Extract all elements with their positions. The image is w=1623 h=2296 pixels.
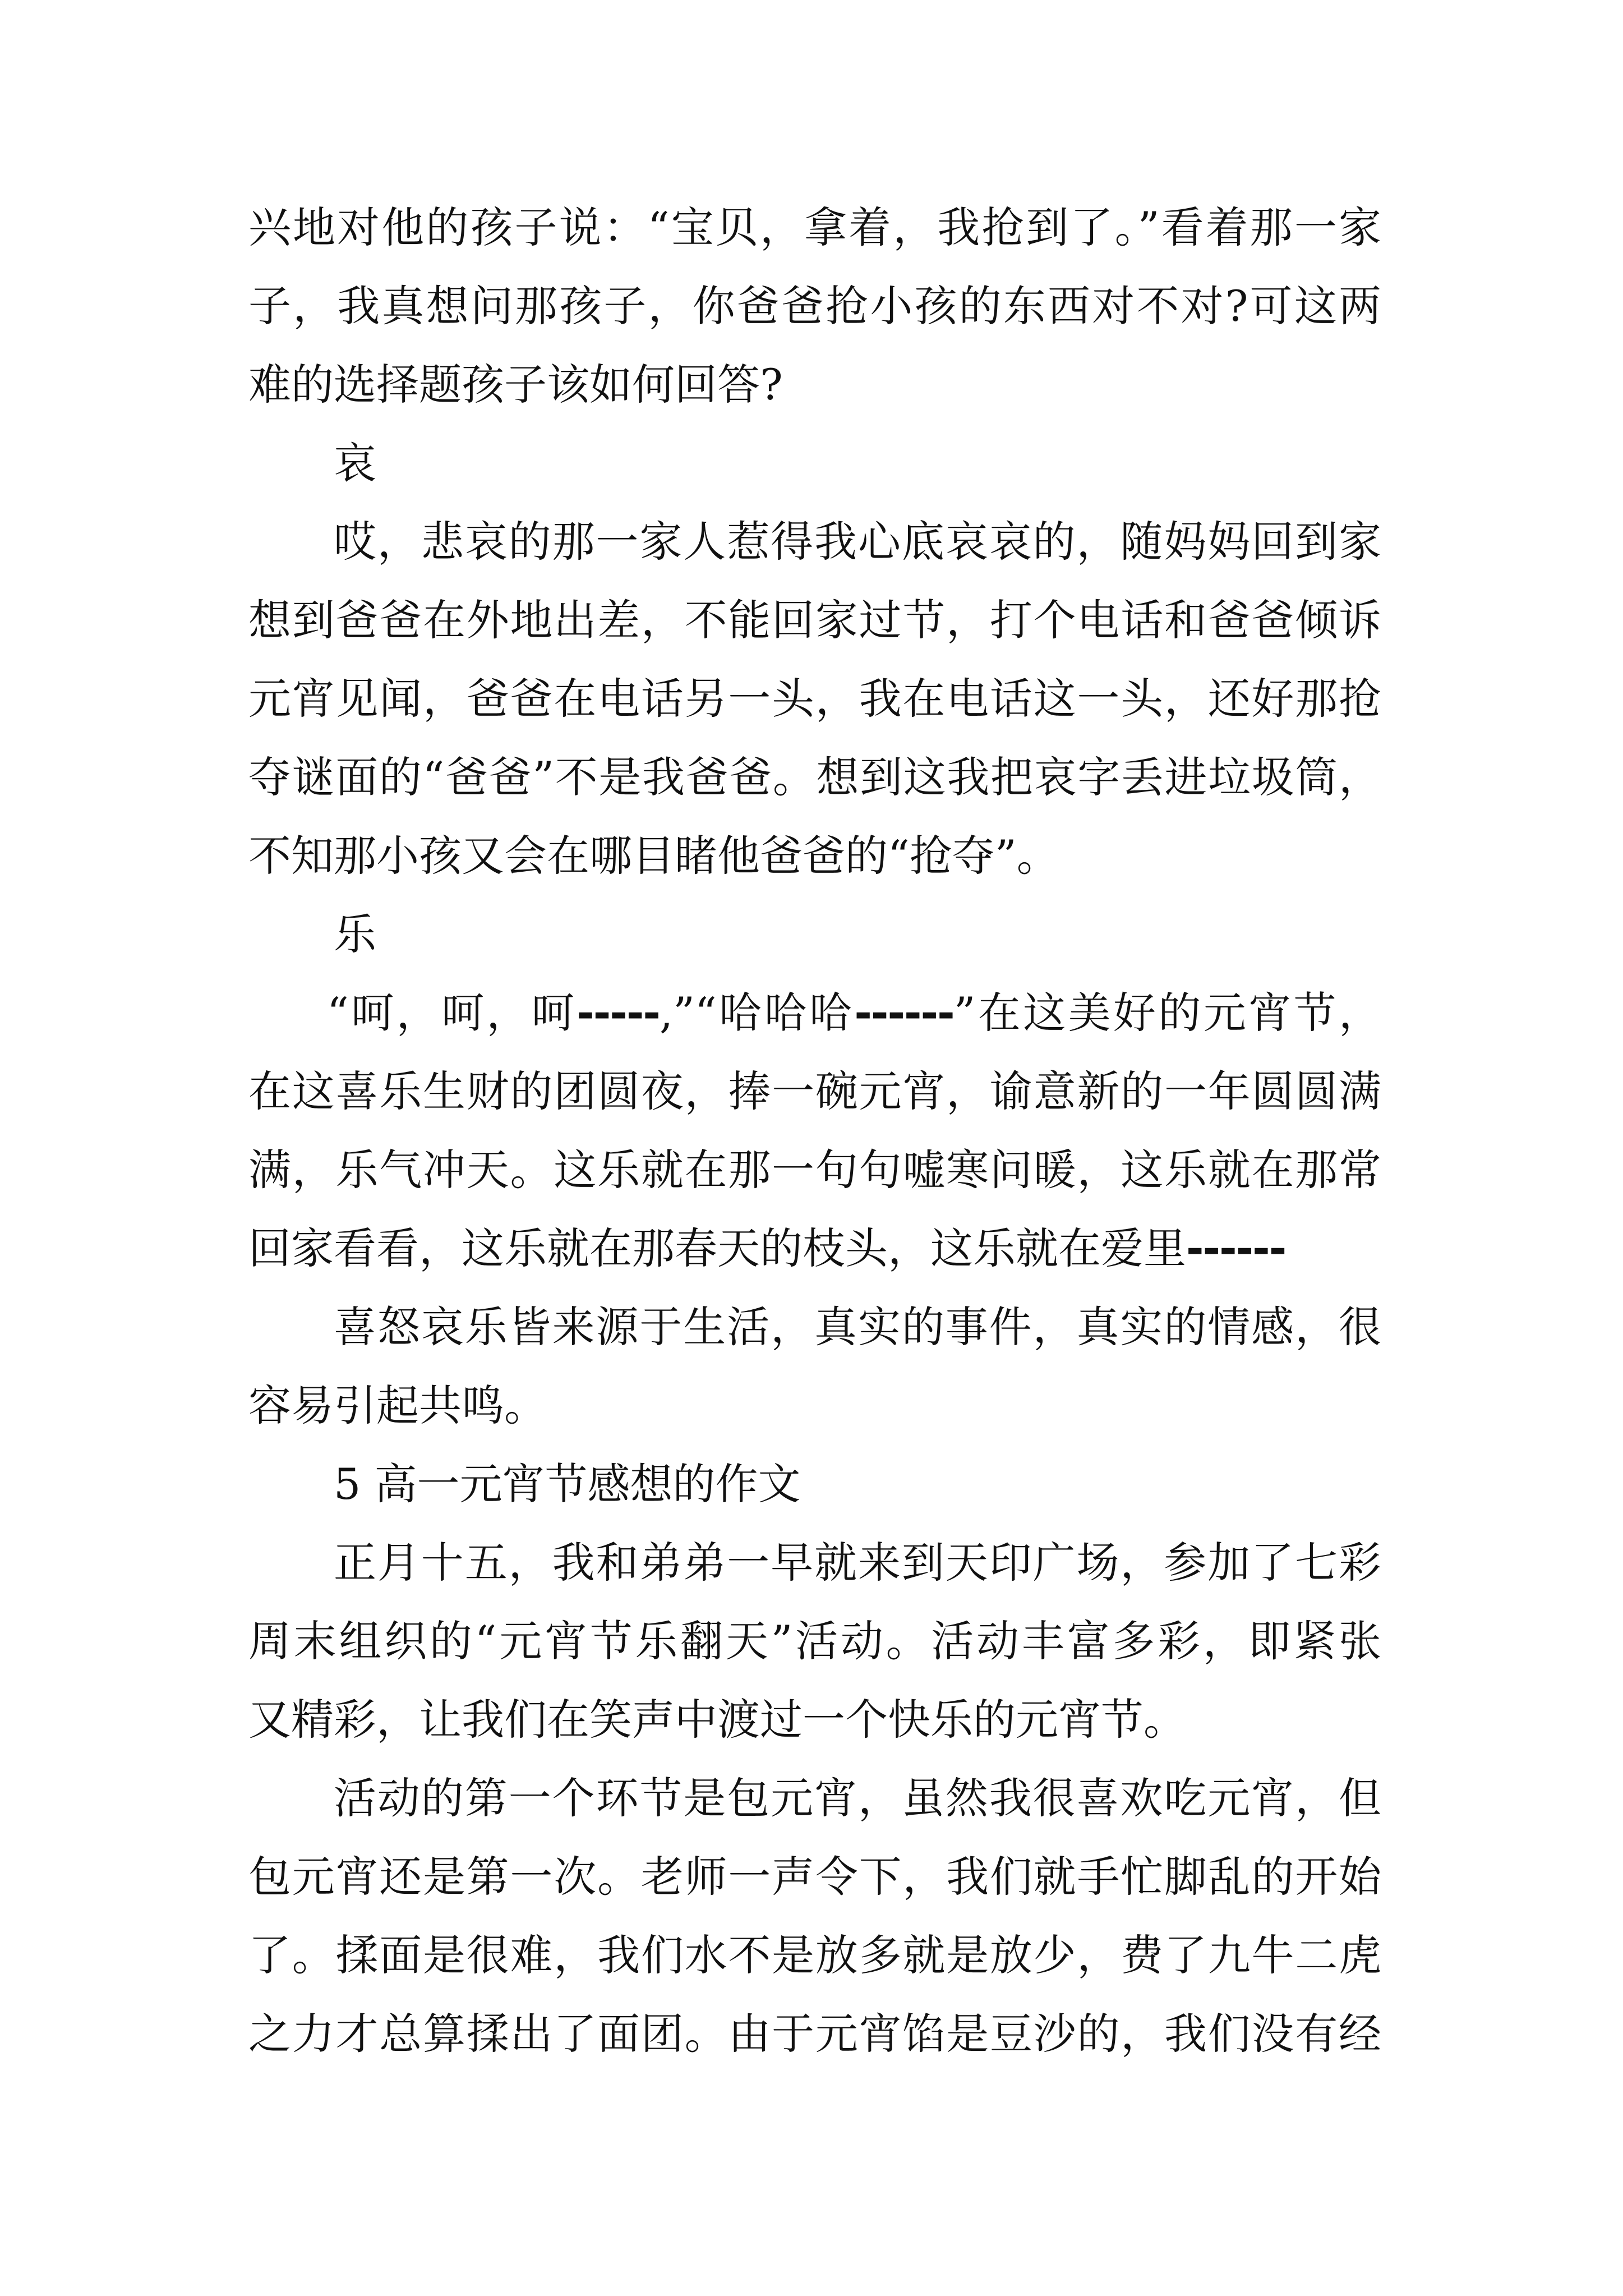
- text-segment: ”在这美好的元宵节，: [953, 988, 1381, 1038]
- text-line: 包元宵还是第一次。老师一声令下，我们就手忙脚乱的开始: [248, 1852, 1381, 1902]
- text-line: 容易引起共鸣。: [248, 1381, 547, 1430]
- text-line: [248, 1209, 1381, 1288]
- text-line: 活动的第一个环节是包元宵，虽然我很喜欢吃元宵，但: [334, 1773, 1381, 1823]
- text-line: [248, 974, 1381, 1052]
- dash-segment: ------: [854, 988, 954, 1038]
- text-line: 又精彩，让我们在笑声中渡过一个快乐的元宵节。: [248, 1695, 1186, 1745]
- text-line: 哎，悲哀的那一家人惹得我心底哀哀的，随妈妈回到家: [334, 517, 1381, 567]
- text-line: 满，乐气冲天。这乐就在那一句句嘘寒问暖，这乐就在那常: [248, 1145, 1381, 1195]
- text-segment: ,”“哈哈哈: [659, 988, 855, 1038]
- document-page: [248, 188, 1381, 2073]
- text-line: 周末组织的“元宵节乐翻天”活动。活动丰富多彩，即紧张: [248, 1616, 1381, 1666]
- text-line: 不知那小孩又会在哪目睹他爸爸的“抢夺”。: [248, 831, 1059, 881]
- dash-segment: -----: [577, 988, 660, 1038]
- section-heading: 5 高一元宵节感想的作文: [334, 1459, 801, 1509]
- text-segment: 回家看看，这乐就在那春天的枝头，这乐就在爱里: [248, 1223, 1186, 1273]
- text-line: 元宵见闻，爸爸在电话另一头，我在电话这一头，还好那抢: [248, 674, 1381, 724]
- dash-segment: ------: [1186, 1223, 1286, 1273]
- section-heading-le: 乐: [334, 909, 376, 959]
- text-line: 夺谜面的“爸爸”不是我爸爸。想到这我把哀字丢进垃圾筒，: [248, 752, 1381, 802]
- text-line: 想到爸爸在外地出差，不能回家过节，打个电话和爸爸倾诉: [248, 595, 1381, 645]
- text-line: 之力才总算揉出了面团。由于元宵馅是豆沙的，我们没有经: [248, 2009, 1381, 2059]
- text-segment: “呵，呵，呵: [327, 988, 577, 1038]
- text-line: 了。揉面是很难，我们水不是放多就是放少，费了九牛二虎: [248, 1930, 1381, 1980]
- text-line: 子，我真想问那孩子，你爸爸抢小孩的东西对不对?可这两: [248, 281, 1381, 331]
- text-line: 兴地对他的孩子说：“宝贝，拿着，我抢到了。”看着那一家: [248, 203, 1381, 252]
- section-heading-ai: 哀: [334, 438, 376, 488]
- text-line: 难的选择题孩子该如何回答?: [248, 360, 783, 409]
- text-line: 在这喜乐生财的团圆夜，捧一碗元宵，谕意新的一年圆圆满: [248, 1066, 1381, 1116]
- text-line: 喜怒哀乐皆来源于生活，真实的事件，真实的情感，很: [334, 1302, 1381, 1352]
- text-line: 正月十五，我和弟弟一早就来到天印广场，参加了七彩: [334, 1538, 1381, 1588]
